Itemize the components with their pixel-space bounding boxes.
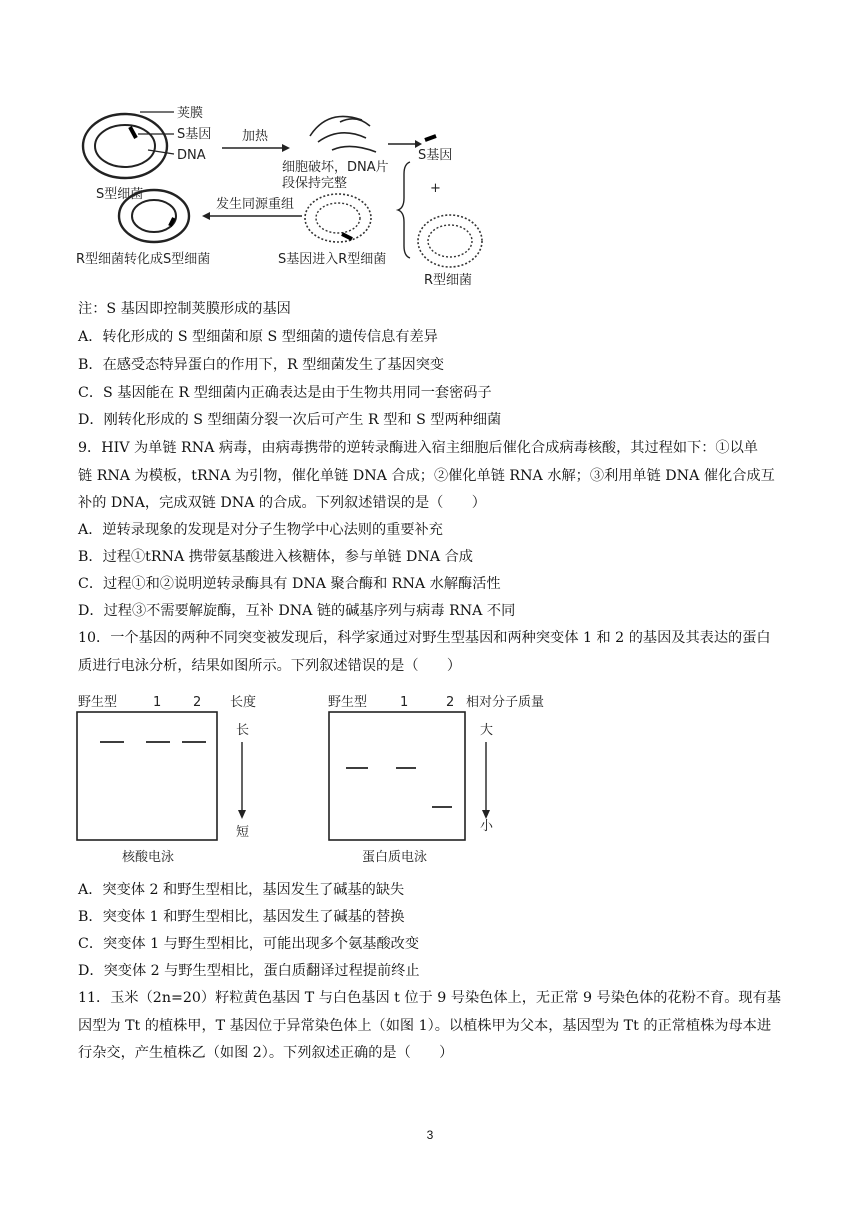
recipient-inner bbox=[316, 203, 360, 233]
recipient-outer bbox=[305, 194, 371, 242]
brace bbox=[398, 162, 410, 258]
gel1-caption: 核酸电泳 bbox=[122, 850, 175, 865]
gel2-lane-2: 2 bbox=[446, 695, 455, 710]
q10-stem-1: 10．一个基因的两种不同突变被发现后，科学家通过对野生型基因和两种突变体 1 和 2 的基因及其表达的蛋白 bbox=[78, 630, 771, 646]
gel2-bottom-label: 小 bbox=[480, 819, 494, 834]
q9-stem-2: 链 RNA 为模板，tRNA 为引物，催化单链 DNA 合成；②催化单链 RNA 水解；③利用单链 DNA 催化合成互 bbox=[78, 468, 775, 484]
s-gene-mark bbox=[130, 127, 136, 138]
q11-stem-2: 因型为 Tt 的植株甲，T 基因位于异常染色体上（如图 1）。以植株甲为父本，基因型为 Tt 的正常植株为母本进 bbox=[78, 1018, 772, 1034]
capsule-label: 荚膜 bbox=[177, 106, 204, 121]
transformed-capsule bbox=[119, 190, 189, 242]
heat-label: 加热 bbox=[242, 129, 269, 144]
gel2-lane-1: 1 bbox=[400, 695, 409, 710]
q8-option-d: D．刚转化形成的 S 型细菌分裂一次后可产生 R 型和 S 型两种细菌 bbox=[78, 412, 502, 428]
gel2-axis-title: 相对分子质量 bbox=[466, 695, 545, 710]
broken-label-1: 细胞破坏，DNA片 bbox=[282, 160, 389, 175]
s-gene-fragment bbox=[425, 136, 436, 140]
broken-label-2: 段保持完整 bbox=[282, 176, 348, 191]
s-bacteria-label: S型细菌 bbox=[96, 187, 144, 202]
nucleic-acid-gel bbox=[70, 688, 290, 868]
page-number: 3 bbox=[426, 1128, 434, 1142]
protein-gel bbox=[322, 688, 562, 868]
q8-option-a: A．转化形成的 S 型细菌和原 S 型细菌的遗传信息有差异 bbox=[78, 329, 438, 345]
s-bacteria-dna bbox=[95, 125, 155, 167]
q9-option-c: C．过程①和②说明逆转录酶具有 DNA 聚合酶和 RNA 水解酶活性 bbox=[78, 576, 501, 592]
r-bacteria-label: R型细菌 bbox=[424, 273, 473, 288]
q10-option-b: B．突变体 1 和野生型相比，基因发生了碱基的替换 bbox=[78, 909, 405, 925]
q8-note: 注：S 基因即控制荚膜形成的基因 bbox=[78, 301, 291, 317]
q9-stem-3: 补的 DNA，完成双链 DNA 的合成。下列叙述错误的是（ ） bbox=[78, 495, 486, 511]
q8-option-b: B．在感受态特异蛋白的作用下，R 型细菌发生了基因突变 bbox=[78, 357, 445, 373]
q9-option-b: B．过程①tRNA 携带氨基酸进入核糖体，参与单链 DNA 合成 bbox=[78, 549, 473, 565]
transform-label: R型细菌转化成S型细菌 bbox=[76, 252, 211, 267]
q10-option-a: A．突变体 2 和野生型相比，基因发生了碱基的缺失 bbox=[78, 882, 405, 898]
q9-option-a: A．逆转录现象的发现是对分子生物学中心法则的重要补充 bbox=[78, 522, 443, 538]
q10-option-d: D．突变体 2 与野生型相比，蛋白质翻译过程提前终止 bbox=[78, 963, 420, 979]
q10-stem-2: 质进行电泳分析，结果如图所示。下列叙述错误的是（ ） bbox=[78, 658, 462, 674]
gel2-top-label: 大 bbox=[480, 723, 494, 738]
gel1-top-label: 长 bbox=[236, 723, 250, 738]
s-gene-label: S基因 bbox=[177, 127, 212, 142]
q10-option-c: C．突变体 1 与野生型相比，可能出现多个氨基酸改变 bbox=[78, 936, 420, 952]
q9-option-d: D．过程③不需要解旋酶，互补 DNA 链的碱基序列与病毒 RNA 不同 bbox=[78, 603, 516, 619]
transformed-dna bbox=[132, 200, 176, 232]
q8-option-c: C．S 基因能在 R 型细菌内正确表达是由于生物共用同一套密码子 bbox=[78, 385, 492, 401]
dna-label: DNA bbox=[177, 148, 206, 163]
s-gene-enter-label: S基因进入R型细菌 bbox=[278, 252, 387, 267]
plus-sign: + bbox=[430, 181, 441, 196]
gel1-lane-wild: 野生型 bbox=[78, 695, 118, 710]
q11-stem-3: 行杂交，产生植株乙（如图 2）。下列叙述正确的是（ ） bbox=[78, 1045, 454, 1061]
q9-stem-1: 9．HIV 为单链 RNA 病毒，由病毒携带的逆转录酶进入宿主细胞后催化合成病毒核酸，其过程如下：①以单 bbox=[78, 440, 758, 456]
gel2-caption: 蛋白质电泳 bbox=[362, 850, 428, 865]
q11-stem-1: 11．玉米（2n=20）籽粒黄色基因 T 与白色基因 t 位于 9 号染色体上，无正常 9 号染色体的花粉不育。现有基 bbox=[78, 990, 781, 1006]
s-gene-out-label: S基因 bbox=[418, 148, 453, 163]
gel1-frame bbox=[77, 712, 217, 840]
gel1-bottom-label: 短 bbox=[236, 825, 250, 840]
gel1-lane-2: 2 bbox=[193, 695, 202, 710]
recomb-label: 发生同源重组 bbox=[216, 197, 295, 212]
gel2-lane-wild: 野生型 bbox=[328, 695, 368, 710]
gel2-frame bbox=[329, 712, 465, 840]
gel1-lane-1: 1 bbox=[153, 695, 162, 710]
r-bacteria-inner bbox=[428, 225, 472, 257]
gel1-axis-title: 长度 bbox=[230, 695, 257, 710]
transformation-diagram bbox=[70, 98, 490, 293]
